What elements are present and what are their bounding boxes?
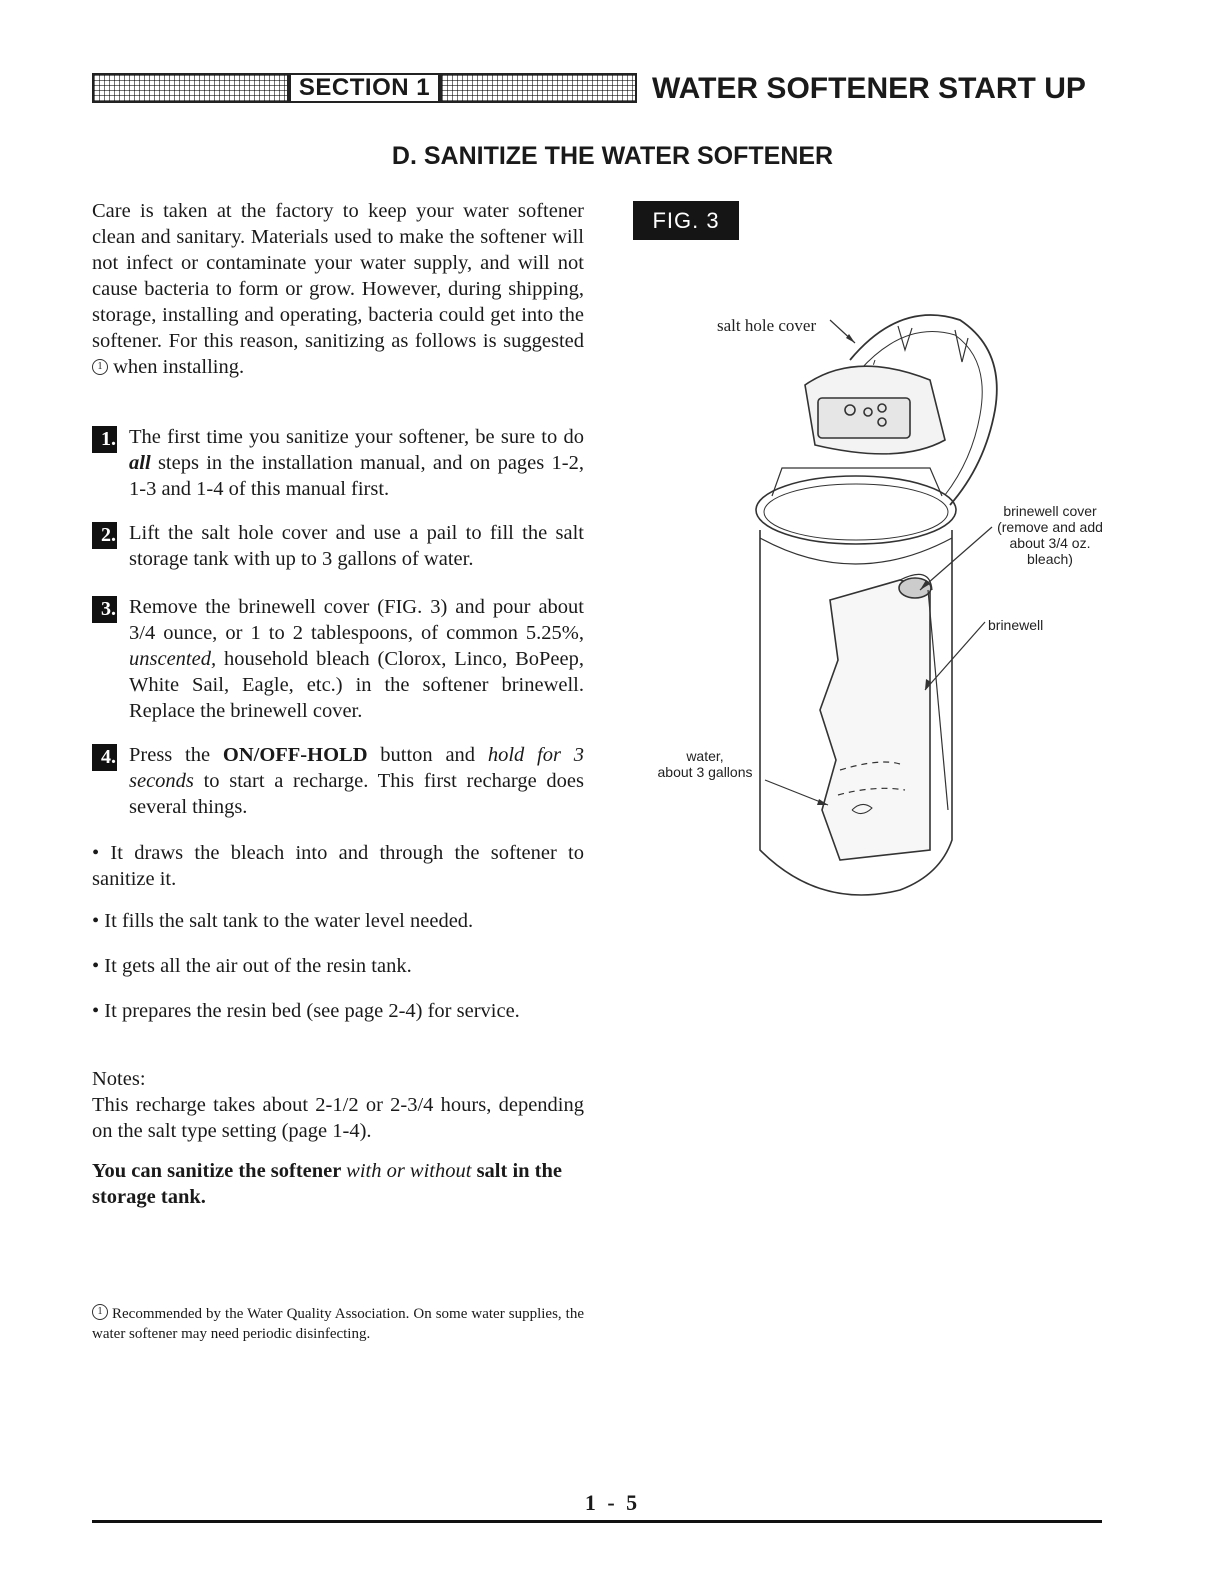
- step-number-badge: 2.: [92, 522, 117, 549]
- callout-water: water, about 3 gallons: [657, 748, 753, 780]
- callout-brinewell: brinewell: [988, 617, 1044, 633]
- bullet-item: • It prepares the resin bed (see page 2-4) for service.: [92, 1000, 520, 1022]
- step-text: The first time you sanitize your softener, be sure to do all steps in the installation manual, and on pages 1-2, 1-3 and 1-4 of this manual first.: [129, 426, 584, 500]
- intro-paragraph: [92, 198, 584, 380]
- callout-salt-hole-cover: salt hole cover: [717, 316, 817, 335]
- header-hatch-right: [440, 73, 637, 103]
- tank-rim: [756, 476, 956, 544]
- notes-heading: Notes:: [92, 1068, 146, 1090]
- step-number-badge: 3.: [92, 596, 117, 623]
- water-softener-illustration: [600, 290, 1020, 910]
- leader-brinewell-cover: [920, 527, 992, 590]
- step-text: Remove the brinewell cover (FIG. 3) and pour about 3/4 ounce, or 1 to 2 tablespoons, of common 5.25%, unscented, household bleach (Clorox, Linco, BoPeep, White Sail, Eagle, etc.) in the softener brinewell. Replace the brinewell cover.: [129, 596, 584, 722]
- intro-text: Care is taken at the factory to keep your water softener clean and sanitary. Materials used to make the softener will not infect or contaminate your water supply, and will not cause bacteria to form or grow. However, during shipping, storage, installing and operating, bacteria could get into the softener. For this reason, sanitizing as follows is suggested: [92, 200, 584, 352]
- bullet-item: • It gets all the air out of the resin tank.: [92, 955, 412, 977]
- step-4: [92, 742, 584, 820]
- step-3: [92, 594, 584, 724]
- step-text: Press the ON/OFF-HOLD button and hold for 3 seconds to start a recharge. This first recharge does several things.: [129, 744, 584, 818]
- footnote-mark: 1: [92, 359, 108, 375]
- callout-brinewell-cover: brinewell cover (remove and add about 3/4 oz. bleach): [997, 503, 1103, 567]
- sanitize-salt-note: You can sanitize the softener with or without salt in the storage tank.: [92, 1160, 563, 1208]
- section-label: SECTION 1: [289, 73, 440, 103]
- footnote-mark: 1: [92, 1304, 108, 1320]
- step-number-badge: 4.: [92, 744, 117, 771]
- footnote: [92, 1304, 584, 1344]
- intro-tail: when installing.: [108, 356, 245, 378]
- notes-block: [92, 1066, 584, 1144]
- section-subtitle: D. SANITIZE THE WATER SOFTENER: [391, 142, 834, 170]
- footnote-text: Recommended by the Water Quality Association. On some water supplies, the water softener may need periodic disinfecting.: [92, 1306, 584, 1342]
- step-text: Lift the salt hole cover and use a pail to fill the salt storage tank with up to 3 gallons of water.: [129, 522, 584, 570]
- page-number: 1 - 5: [584, 1490, 641, 1515]
- page-title: WATER SOFTENER START UP: [652, 72, 1086, 105]
- step-number-badge: 1.: [92, 426, 117, 453]
- figure-label: FIG. 3: [633, 201, 739, 240]
- bullet-item: • It fills the salt tank to the water level needed.: [92, 910, 474, 932]
- bullet-item: • It draws the bleach into and through the softener to sanitize it.: [92, 842, 584, 890]
- control-display: [818, 398, 910, 438]
- step-1: [92, 424, 584, 502]
- step-2: [92, 520, 584, 572]
- notes-text: This recharge takes about 2-1/2 or 2-3/4 hours, depending on the salt type setting (page 1-4).: [92, 1094, 584, 1142]
- bottom-rule: [92, 1520, 1102, 1523]
- brinewell: [820, 580, 930, 860]
- header-hatch-left: [92, 73, 289, 103]
